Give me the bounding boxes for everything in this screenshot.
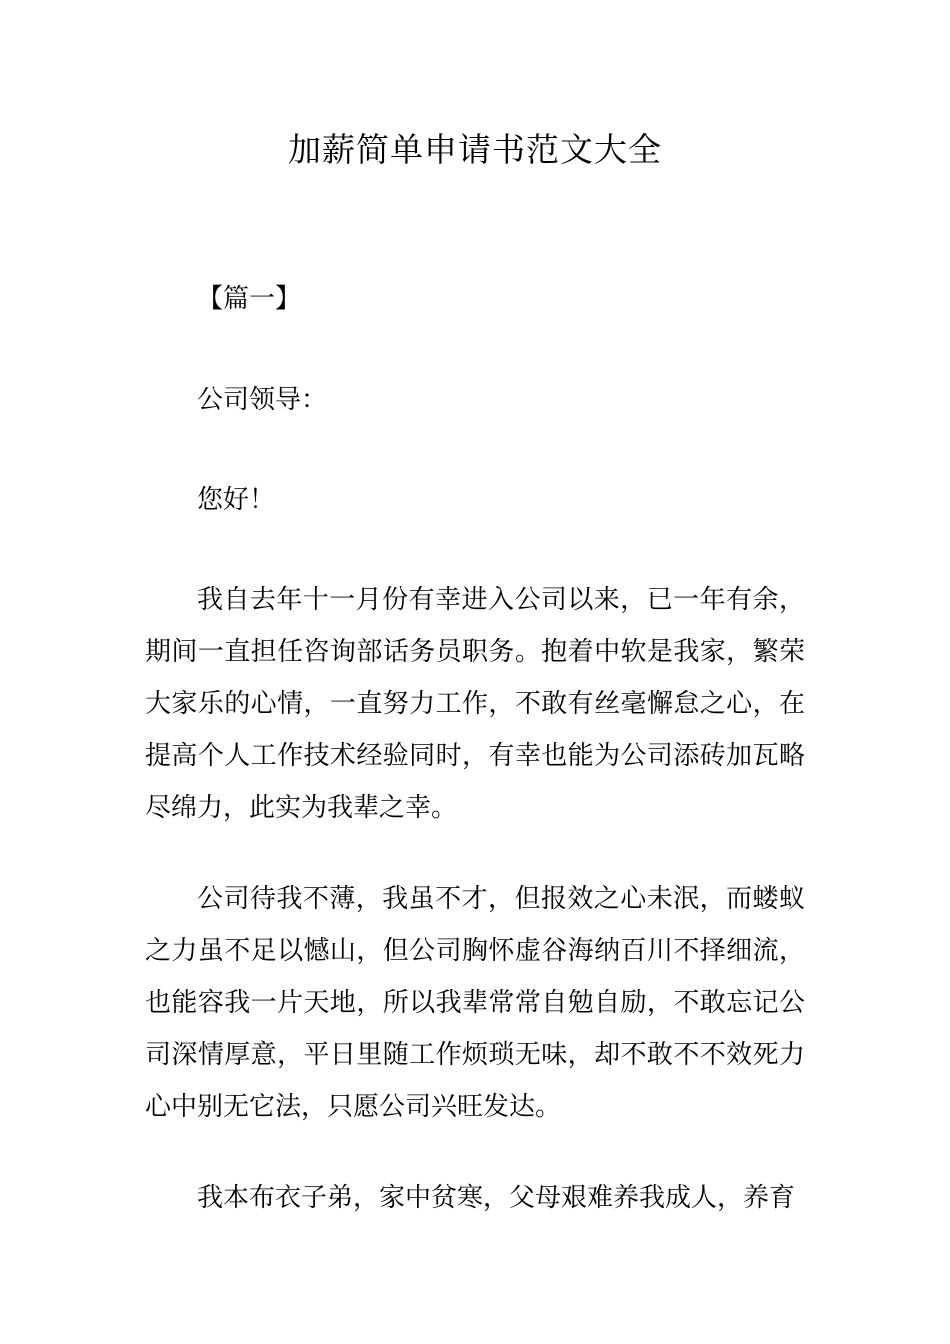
document-title: 加薪简单申请书范文大全	[288, 130, 662, 169]
greeting: 您好！	[197, 485, 276, 515]
section-label: 【篇一】	[197, 284, 302, 314]
body-paragraph-3: 我本布衣子弟，家中贫寒，父母艰难养我成人，养育	[197, 1183, 796, 1213]
body-paragraph-2: 公司待我不薄，我虽不才，但报效之心未泯，而蝼蚁之力虽不足以憾山，但公司胸怀虚谷海纳百川不择细流，也能容我一片天地，所以我辈常常自勉自励，不敢忘记公司深情厚意，平日里随工作烦琐无味，却不敢不不效死力心中别无它法，只愿公司兴旺发达。	[145, 884, 805, 1122]
body-paragraph-1: 我自去年十一月份有幸进入公司以来，已一年有余，期间一直担任咨询部话务员职务。抱着中软是我家，繁荣大家乐的心情，一直努力工作，不敢有丝毫懈怠之心，在提高个人工作技术经验同时，有幸也能为公司添砖加瓦略尽绵力，此实为我辈之幸。	[145, 585, 805, 823]
salutation: 公司领导：	[197, 385, 328, 415]
